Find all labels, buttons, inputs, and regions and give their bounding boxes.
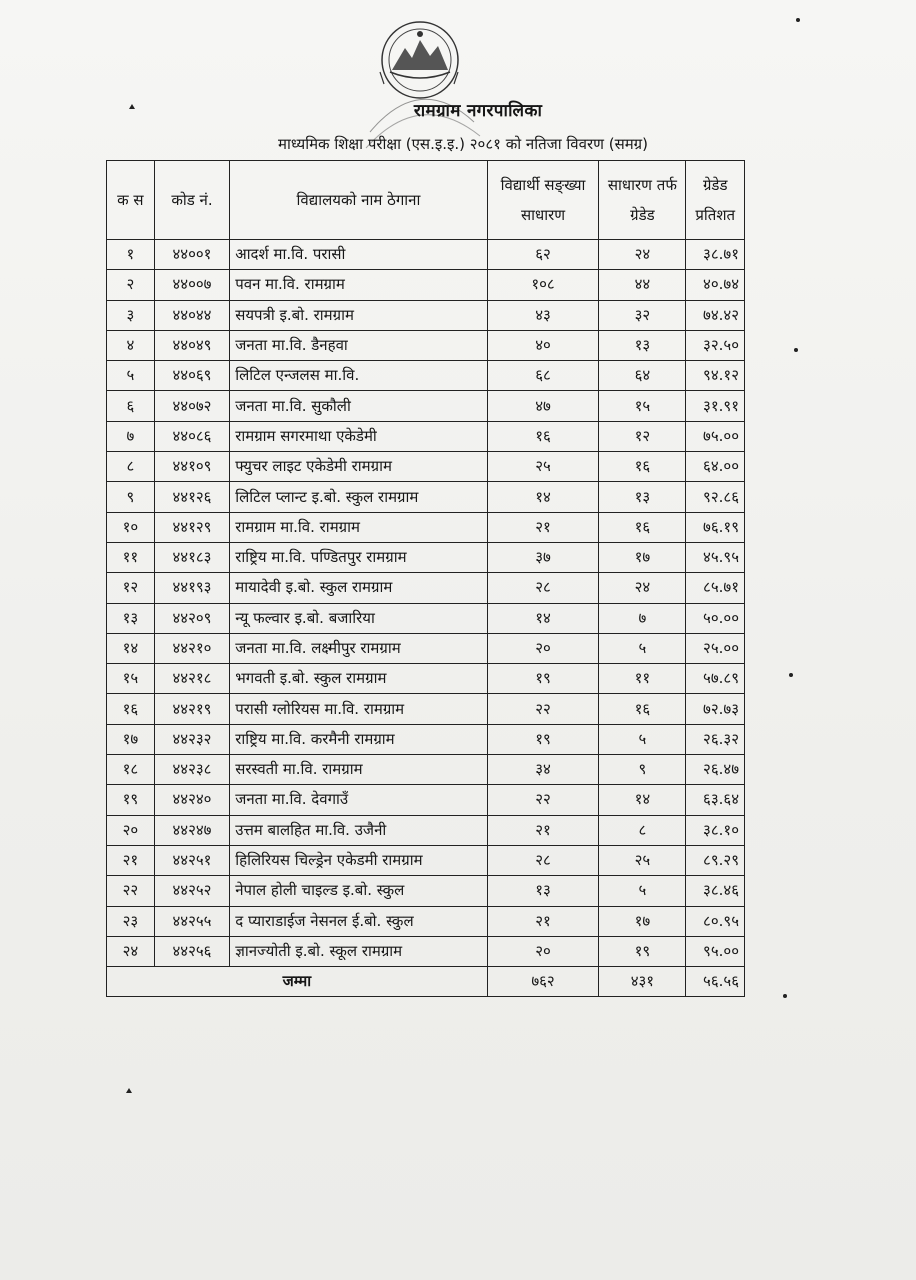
row-students: ३७: [487, 542, 599, 572]
row-graded: १५: [599, 391, 686, 421]
scan-mark: [783, 994, 787, 998]
row-percent: ५०.००: [686, 603, 745, 633]
row-sn: १९: [107, 785, 155, 815]
document-title: माध्यमिक शिक्षा परीक्षा (एस.इ.इ.) २०८१ को नतिजा विवरण (समग्र): [278, 135, 648, 153]
row-code: ४४२५५: [154, 906, 229, 936]
row-students: २२: [487, 785, 599, 815]
row-percent: ३८.१०: [686, 815, 745, 845]
row-students: १९: [487, 724, 599, 754]
total-label: जम्मा: [107, 967, 488, 997]
column-header-sn: क स: [107, 161, 155, 240]
row-school-name: पवन मा.वि. रामग्राम: [230, 270, 487, 300]
row-sn: २१: [107, 845, 155, 875]
row-sn: १७: [107, 724, 155, 754]
row-students: १३: [487, 876, 599, 906]
row-sn: १२: [107, 573, 155, 603]
row-school-name: जनता मा.वि. सुकौली: [230, 391, 487, 421]
row-school-name: लिटिल एन्जलस मा.वि.: [230, 361, 487, 391]
row-sn: २: [107, 270, 155, 300]
row-graded: ६४: [599, 361, 686, 391]
row-code: ४४२१९: [154, 694, 229, 724]
row-school-name: जनता मा.वि. डैनहवा: [230, 330, 487, 360]
table-row: [107, 300, 745, 330]
row-students: २१: [487, 815, 599, 845]
row-school-name: राष्ट्रिय मा.वि. करमैनी रामग्राम: [230, 724, 487, 754]
row-sn: ११: [107, 542, 155, 572]
row-sn: ६: [107, 391, 155, 421]
row-sn: १३: [107, 603, 155, 633]
row-sn: २३: [107, 906, 155, 936]
row-percent: ३१.९१: [686, 391, 745, 421]
row-percent: ८९.२९: [686, 845, 745, 875]
table-row: [107, 876, 745, 906]
row-students: १४: [487, 482, 599, 512]
table-row: [107, 482, 745, 512]
row-code: ४४२५६: [154, 936, 229, 966]
total-percent: ५६.५६: [686, 967, 745, 997]
row-graded: ७: [599, 603, 686, 633]
row-students: १९: [487, 664, 599, 694]
row-graded: १३: [599, 330, 686, 360]
row-school-name: जनता मा.वि. लक्ष्मीपुर रामग्राम: [230, 633, 487, 663]
row-graded: २४: [599, 240, 686, 270]
row-code: ४४२३८: [154, 755, 229, 785]
table-row: [107, 785, 745, 815]
row-code: ४४०७२: [154, 391, 229, 421]
row-students: ६२: [487, 240, 599, 270]
row-code: ४४२५१: [154, 845, 229, 875]
row-sn: ७: [107, 421, 155, 451]
table-header-row: [107, 161, 745, 240]
row-graded: १७: [599, 542, 686, 572]
row-sn: ३: [107, 300, 155, 330]
row-percent: ६३.६४: [686, 785, 745, 815]
total-graded: ४३१: [599, 967, 686, 997]
column-header-code: कोड नं.: [154, 161, 229, 240]
row-graded: १३: [599, 482, 686, 512]
row-school-name: ज्ञानज्योती इ.बो. स्कूल रामग्राम: [230, 936, 487, 966]
row-graded: ५: [599, 876, 686, 906]
row-sn: १०: [107, 512, 155, 542]
row-graded: ५: [599, 633, 686, 663]
row-school-name: लिटिल प्लान्ट इ.बो. स्कुल रामग्राम: [230, 482, 487, 512]
row-students: २२: [487, 694, 599, 724]
row-code: ४४०६९: [154, 361, 229, 391]
row-graded: २५: [599, 845, 686, 875]
row-graded: १९: [599, 936, 686, 966]
row-percent: २६.४७: [686, 755, 745, 785]
row-school-name: आदर्श मा.वि. परासी: [230, 240, 487, 270]
row-code: ४४००७: [154, 270, 229, 300]
row-school-name: जनता मा.वि. देवगाउँ: [230, 785, 487, 815]
row-school-name: हिलिरियस चिल्ड्रेन एकेडमी रामग्राम: [230, 845, 487, 875]
row-graded: १७: [599, 906, 686, 936]
table-row: [107, 452, 745, 482]
row-code: ४४१०९: [154, 452, 229, 482]
results-table: [106, 160, 745, 997]
row-percent: ५७.८९: [686, 664, 745, 694]
row-students: १०८: [487, 270, 599, 300]
row-students: २५: [487, 452, 599, 482]
row-sn: १५: [107, 664, 155, 694]
row-school-name: फ्युचर लाइट एकेडेमी रामग्राम: [230, 452, 487, 482]
row-code: ४४२४७: [154, 815, 229, 845]
row-students: २८: [487, 573, 599, 603]
table-row: [107, 815, 745, 845]
row-percent: ७५.००: [686, 421, 745, 451]
row-graded: ११: [599, 664, 686, 694]
row-students: ६८: [487, 361, 599, 391]
row-sn: ४: [107, 330, 155, 360]
column-header-percent: ग्रेडेड प्रतिशत: [686, 161, 745, 240]
row-graded: १६: [599, 694, 686, 724]
table-row: [107, 542, 745, 572]
row-percent: ७२.७३: [686, 694, 745, 724]
table-row: [107, 936, 745, 966]
row-percent: ४५.९५: [686, 542, 745, 572]
table-row: [107, 270, 745, 300]
row-code: ४४०४९: [154, 330, 229, 360]
row-students: १६: [487, 421, 599, 451]
row-code: ४४१८३: [154, 542, 229, 572]
row-graded: ९: [599, 755, 686, 785]
row-graded: ८: [599, 815, 686, 845]
row-students: ३४: [487, 755, 599, 785]
table-row: [107, 603, 745, 633]
table-row: [107, 845, 745, 875]
table-row: [107, 694, 745, 724]
table-row: [107, 573, 745, 603]
row-school-name: नेपाल होली चाइल्ड इ.बो. स्कुल: [230, 876, 487, 906]
row-school-name: राष्ट्रिय मा.वि. पण्डितपुर रामग्राम: [230, 542, 487, 572]
table-row: [107, 906, 745, 936]
municipality-name: रामग्राम नगरपालिका: [413, 101, 543, 121]
table-row: [107, 755, 745, 785]
table-body: [107, 240, 745, 967]
row-students: ४०: [487, 330, 599, 360]
row-percent: ९२.८६: [686, 482, 745, 512]
row-code: ४४२३२: [154, 724, 229, 754]
row-percent: ६४.००: [686, 452, 745, 482]
row-code: ४४२५२: [154, 876, 229, 906]
row-graded: १२: [599, 421, 686, 451]
row-school-name: द प्याराडाईज नेसनल ई.बो. स्कुल: [230, 906, 487, 936]
table-row: [107, 391, 745, 421]
row-graded: २४: [599, 573, 686, 603]
row-percent: ३८.७१: [686, 240, 745, 270]
row-sn: २४: [107, 936, 155, 966]
row-percent: ८०.९५: [686, 906, 745, 936]
row-code: ४४००१: [154, 240, 229, 270]
row-percent: ८५.७१: [686, 573, 745, 603]
row-sn: ८: [107, 452, 155, 482]
row-school-name: भगवती इ.बो. स्कुल रामग्राम: [230, 664, 487, 694]
row-school-name: रामग्राम सगरमाथा एकेडेमी: [230, 421, 487, 451]
row-percent: २६.३२: [686, 724, 745, 754]
row-school-name: सयपत्री इ.बो. रामग्राम: [230, 300, 487, 330]
total-row: [107, 967, 745, 997]
row-sn: २०: [107, 815, 155, 845]
row-school-name: उत्तम बालहित मा.वि. उजैनी: [230, 815, 487, 845]
row-graded: १६: [599, 452, 686, 482]
scan-mark: [794, 348, 798, 352]
row-percent: ७६.१९: [686, 512, 745, 542]
table-row: [107, 330, 745, 360]
row-percent: ९५.००: [686, 936, 745, 966]
column-header-name: विद्यालयको नाम ठेगाना: [230, 161, 487, 240]
column-header-graded: साधारण तर्फ ग्रेडेड: [599, 161, 686, 240]
row-percent: ३२.५०: [686, 330, 745, 360]
row-code: ४४१२६: [154, 482, 229, 512]
row-code: ४४०४४: [154, 300, 229, 330]
table-row: [107, 361, 745, 391]
row-sn: ५: [107, 361, 155, 391]
table-row: [107, 240, 745, 270]
row-code: ४४०८६: [154, 421, 229, 451]
row-percent: २५.००: [686, 633, 745, 663]
row-graded: ३२: [599, 300, 686, 330]
row-students: २८: [487, 845, 599, 875]
row-sn: १: [107, 240, 155, 270]
table-row: [107, 421, 745, 451]
row-school-name: रामग्राम मा.वि. रामग्राम: [230, 512, 487, 542]
row-students: २०: [487, 633, 599, 663]
scan-mark: [796, 18, 800, 22]
row-students: २०: [487, 936, 599, 966]
row-code: ४४२४०: [154, 785, 229, 815]
row-students: २१: [487, 512, 599, 542]
row-sn: २२: [107, 876, 155, 906]
row-sn: १८: [107, 755, 155, 785]
scan-mark: [789, 673, 793, 677]
row-school-name: मायादेवी इ.बो. स्कुल रामग्राम: [230, 573, 487, 603]
row-sn: ९: [107, 482, 155, 512]
row-students: २१: [487, 906, 599, 936]
table-row: [107, 633, 745, 663]
row-graded: १४: [599, 785, 686, 815]
total-students: ७६२: [487, 967, 599, 997]
scan-mark: [129, 104, 135, 109]
row-sn: १४: [107, 633, 155, 663]
table-row: [107, 512, 745, 542]
table-row: [107, 664, 745, 694]
row-code: ४४१२९: [154, 512, 229, 542]
row-graded: ४४: [599, 270, 686, 300]
row-school-name: सरस्वती मा.वि. रामग्राम: [230, 755, 487, 785]
row-students: ४३: [487, 300, 599, 330]
row-percent: ४०.७४: [686, 270, 745, 300]
row-students: ४७: [487, 391, 599, 421]
row-code: ४४२१०: [154, 633, 229, 663]
row-sn: १६: [107, 694, 155, 724]
row-percent: ९४.१२: [686, 361, 745, 391]
row-code: ४४२०९: [154, 603, 229, 633]
row-percent: ३८.४६: [686, 876, 745, 906]
column-header-students: विद्यार्थी सङ्ख्या साधारण: [487, 161, 599, 240]
row-percent: ७४.४२: [686, 300, 745, 330]
row-graded: १६: [599, 512, 686, 542]
scan-mark: [126, 1088, 132, 1093]
row-school-name: परासी ग्लोरियस मा.वि. रामग्राम: [230, 694, 487, 724]
row-code: ४४२१८: [154, 664, 229, 694]
row-graded: ५: [599, 724, 686, 754]
row-school-name: न्यू फल्वार इ.बो. बजारिया: [230, 603, 487, 633]
table-row: [107, 724, 745, 754]
row-students: १४: [487, 603, 599, 633]
row-code: ४४१९३: [154, 573, 229, 603]
